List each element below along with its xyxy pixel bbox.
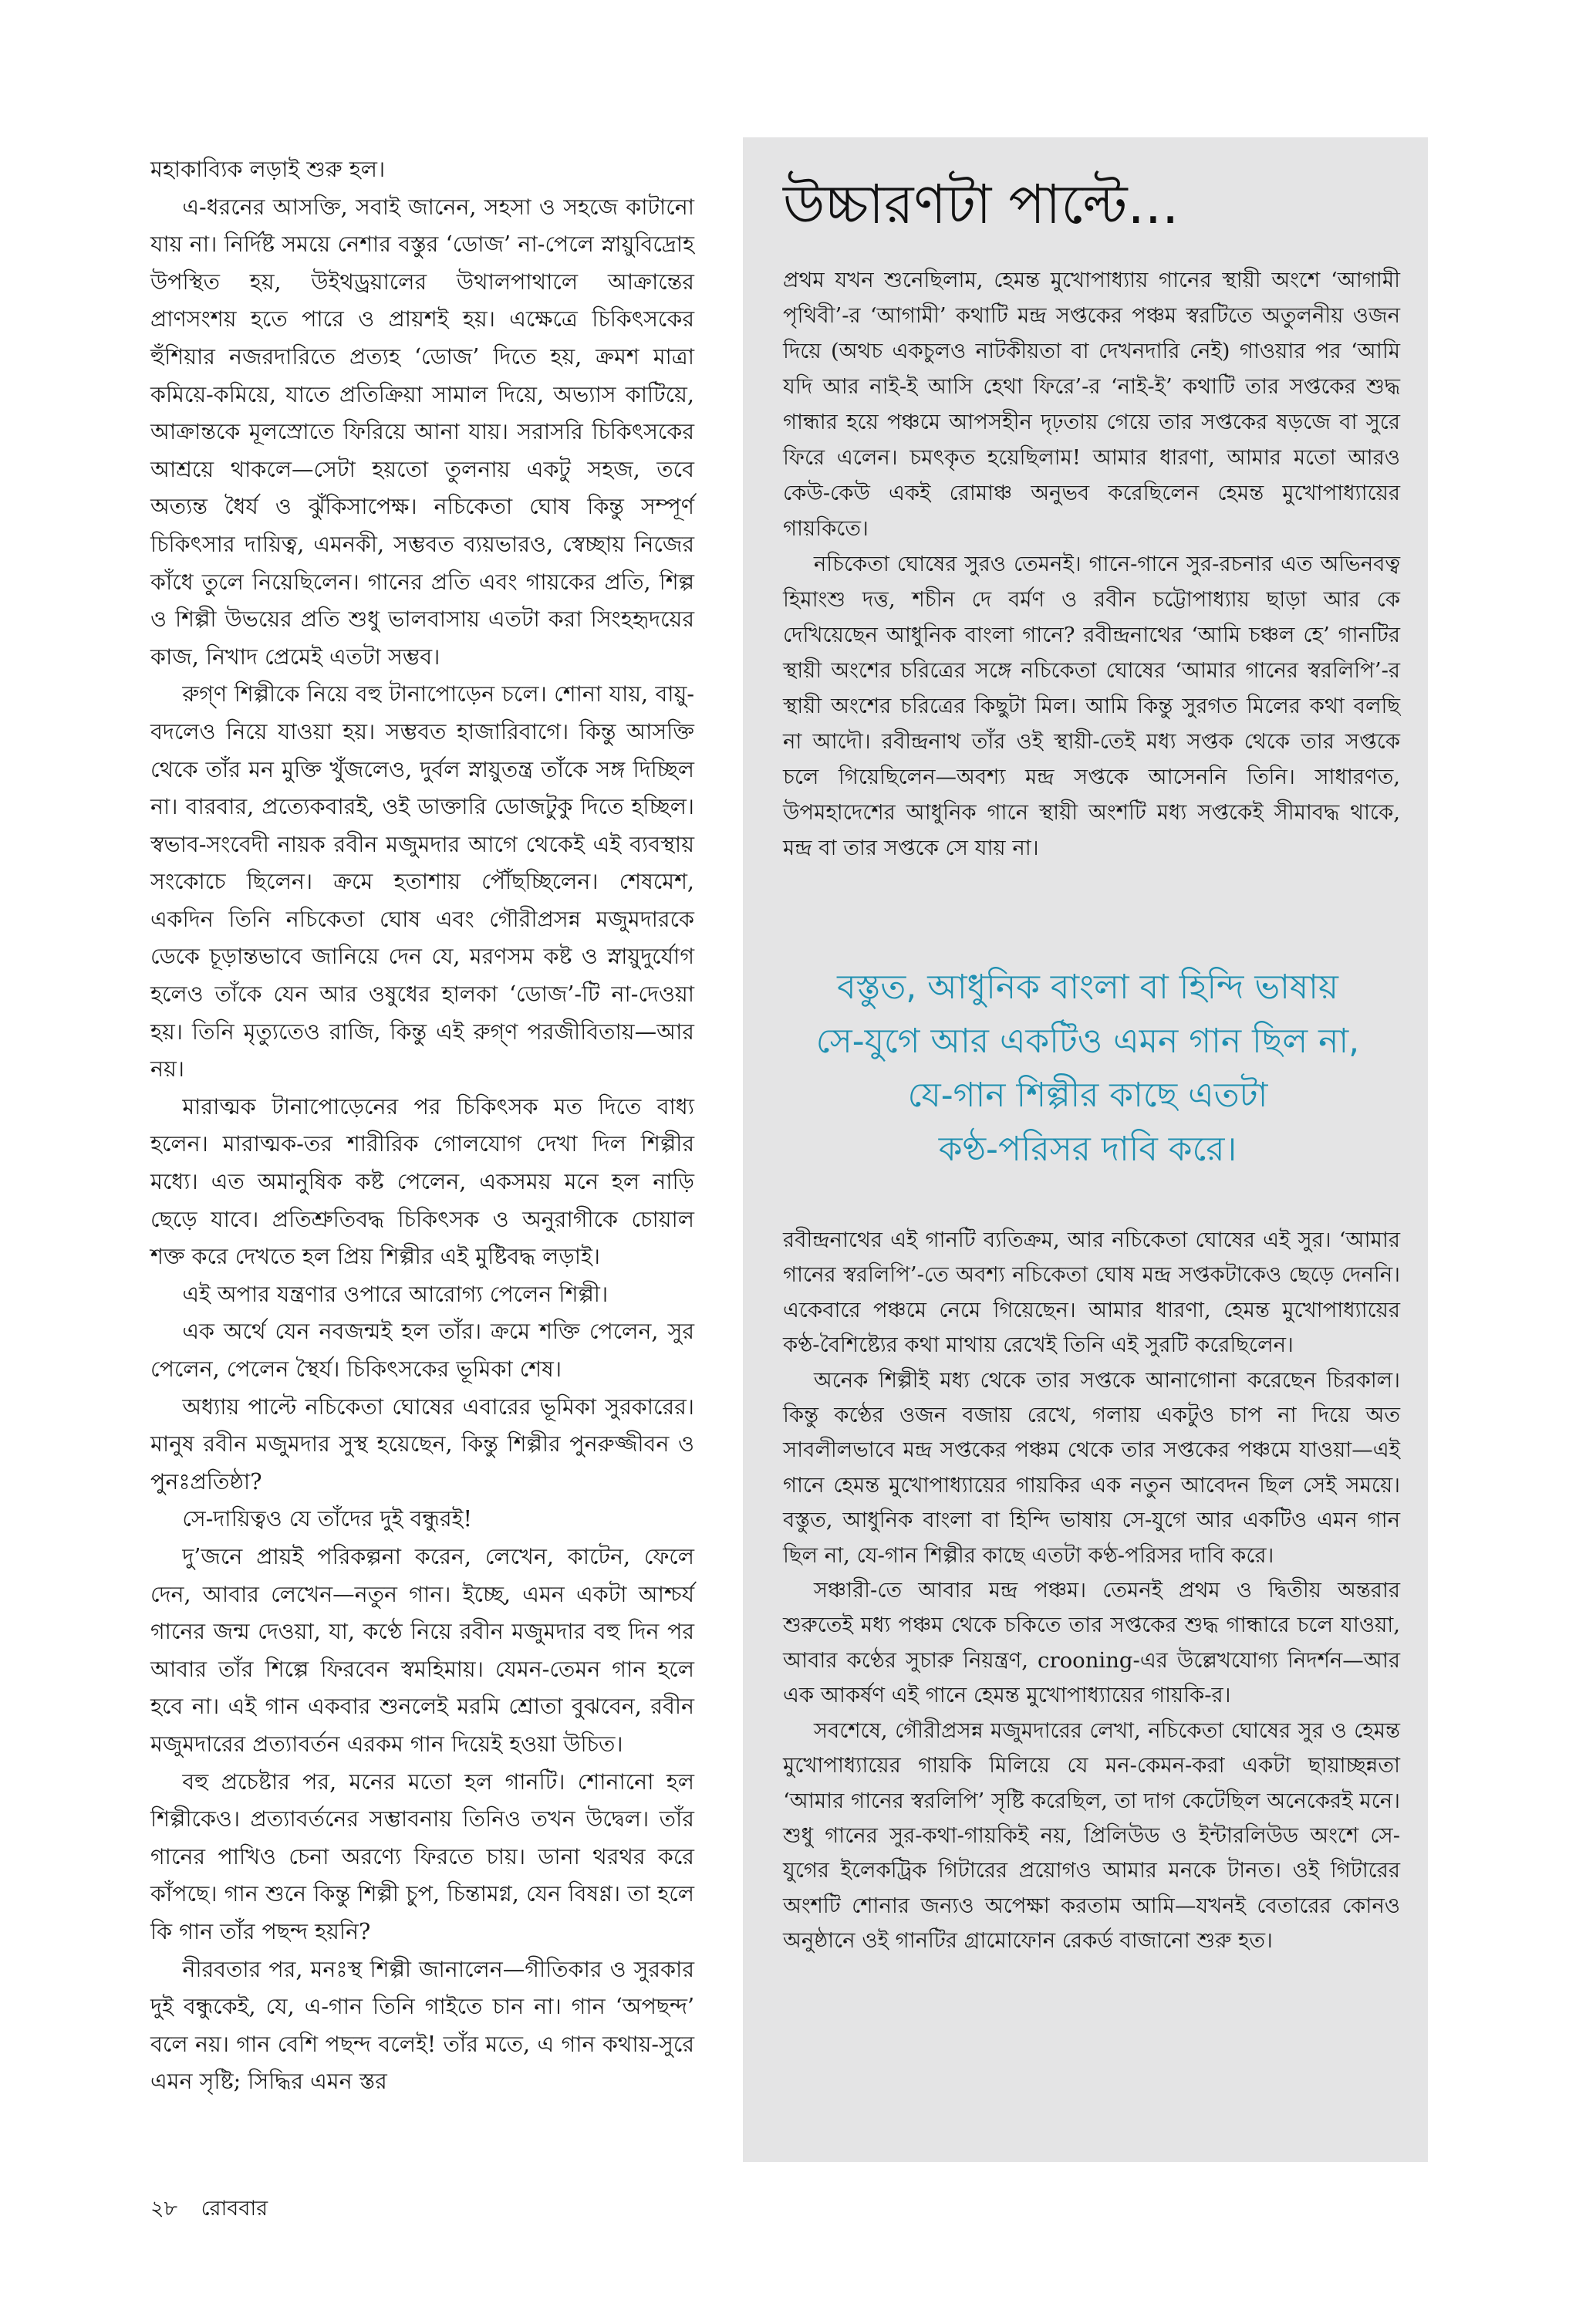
paragraph: এ-ধরনের আসক্তি, সবাই জানেন, সহসা ও সহজে কাটানো যায় না। নির্দিষ্ট সময়ে নেশার বস্তুর ‘ডোজ’ না-পেলে স্নায়ুবিদ্রোহ উপস্থিত হয়, উইথড্রয়ালের উথালপাথালে আক্রান্তের প্রাণসংশয় হতে পারে ও প্রায়শই হয়। এক্ষেত্রে চিকিৎসকের হুঁশিয়ার নজরদারিতে প্রত্যহ ‘ডোজ’ দিতে হয়, ক্রমশ মাত্রা কমিয়ে-কমিয়ে, যাতে প্রতিক্রিয়া সামাল দিয়ে, অভ্যাস কাটিয়ে, আক্রান্তকে মূলস্রোতে ফিরিয়ে আনা যায়। সরাসরি চিকিৎসকের আশ্রয়ে থাকলে—সেটা হয়তো তুলনায় একটু সহজ, তবে অত্যন্ত ধৈর্য ও ঝুঁকিসাপেক্ষ। নচিকেতা ঘোষ কিন্তু সম্পূর্ণ চিকিৎসার দায়িত্ব, এমনকী, সম্ভবত ব্যয়ভারও, স্বেচ্ছায় নিজের কাঁধে তুলে নিয়েছিলেন। গানের প্রতি এবং গায়কের প্রতি, শিল্প ও শিল্পী উভয়ের প্রতি শুধু ভালবাসায় এতটা করা সিংহহৃদয়ের কাজ, নিখাদ প্রেমেই এতটা সম্ভব। — [150, 194, 694, 670]
paragraph: দু’জনে প্রায়ই পরিকল্পনা করেন, লেখেন, কাটেন, ফেলে দেন, আবার লেখেন—নতুন গান। ইচ্ছে, এমন একটা আশ্চর্য গানের জন্ম দেওয়া, যা, কণ্ঠে নিয়ে রবীন মজুমদার বহু দিন পর আবার তাঁর শিল্পে ফিরবেন স্বমহিমায়। যেমন-তেমন গান হলে হবে না। এই গান একবার শুনলেই মরমি শ্রোতা বুঝবেন, রবীন মজুমদারের প্রত্যাবর্তন এরকম গান দিয়েই হওয়া উচিত। — [150, 1543, 694, 1757]
publication-name: রোববার — [201, 2197, 268, 2221]
paragraph: বহু প্রচেষ্টার পর, মনের মতো হল গানটি। শোনানো হল শিল্পীকেও। প্রত্যাবর্তনের সম্ভাবনায় তিনিও তখন উদ্বেল। তাঁর গানের পাখিও চেনা অরণ্যে ফিরতে চায়। ডানা থরথর করে কাঁপছে। গান শুনে কিন্তু শিল্পী চুপ, চিন্তামগ্ন, যেন বিষণ্ণ। তা হলে কি গান তাঁর পছন্দ হয়নি? — [150, 1768, 694, 1944]
pull-quote-line: সে-যুগে আর একটিও এমন গান ছিল না, — [815, 1022, 1360, 1061]
paragraph: অধ্যায় পাল্টে নচিকেতা ঘোষের এবারের ভূমিকা সুরকারের। মানুষ রবীন মজুমদার সুস্থ হয়েছেন, কিন্তু শিল্পীর পুনরুজ্জীবন ও পুনঃপ্রতিষ্ঠা? — [150, 1393, 694, 1495]
paragraph: মারাত্মক টানাপোড়েনের পর চিকিৎসক মত দিতে বাধ্য হলেন। মারাত্মক-তর শারীরিক গোলযোগ দেখা দিল শিল্পীর মধ্যে। এত অমানুষিক কষ্ট পেলেন, একসময় মনে হল নাড়ি ছেড়ে যাবে। প্রতিশ্রুতিবদ্ধ চিকিৎসক ও অনুরাগীকে চোয়াল শক্ত করে দেখতে হল প্রিয় শিল্পীর এই মুষ্টিবদ্ধ লড়াই। — [150, 1093, 694, 1270]
sidebar-paragraph: প্রথম যখন শুনেছিলাম, হেমন্ত মুখোপাধ্যায় গানের স্থায়ী অংশে ‘আগামী পৃথিবী’-র ‘আগামী’ কথাটি মন্দ্র সপ্তকের পঞ্চম স্বরটিতে অতুলনীয় ওজন দিয়ে (অথচ একচুলও নাটকীয়তা বা দেখনদারি নেই) গাওয়ার পর ‘আমি যদি আর নাই-ই আসি হেথা ফিরে’-র ‘নাই-ই’ কথাটি তার সপ্তকের শুদ্ধ গান্ধার হয়ে পঞ্চমে আপসহীন দৃঢ়তায় গেয়ে তার সপ্তকের ষড়জে বা সুরে ফিরে এলেন। চমৎকৃত হয়েছিলাম! আমার ধারণা, আমার মতো আরও কেউ-কেউ একই রোমাঞ্চ অনুভব করেছিলেন হেমন্ত মুখোপাধ্যায়ের গায়কিতে। — [783, 268, 1400, 541]
pull-quote — [771, 961, 1404, 1177]
sidebar-paragraph: রবীন্দ্রনাথের এই গানটি ব্যতিক্রম, আর নচিকেতা ঘোষের এই সুর। ‘আমার গানের স্বরলিপি’-তে অবশ্য নচিকেতা ঘোষ মন্দ্র সপ্তকটাকেও ছেড়ে দেননি। একেবারে পঞ্চমে নেমে গিয়েছেন। আমার ধারণা, হেমন্ত মুখোপাধ্যায়ের কণ্ঠ-বৈশিষ্ট্যের কথা মাথায় রেখেই তিনি এই সুরটি করেছিলেন। — [783, 1228, 1400, 1358]
sidebar-paragraph: সবশেষে, গৌরীপ্রসন্ন মজুমদারের লেখা, নচিকেতা ঘোষের সুর ও হেমন্ত মুখোপাধ্যায়ের গায়কি মিলিয়ে যে মন-কেমন-করা একটা ছায়াচ্ছন্নতা ‘আমার গানের স্বরলিপি’ সৃষ্টি করেছিল, তা দাগ কেটেছিল অনেকেরই মনে। শুধু গানের সুর-কথা-গায়কিই নয়, প্রিলিউড ও ইন্টারলিউড অংশে সে-যুগের ইলেকট্রিক গিটারের প্রয়োগও আমার মনকে টানত। ওই গিটারের অংশটি শোনার জন্যও অপেক্ষা করতাম আমি—যখনই বেতারের কোনও অনুষ্ঠানে ওই গানটির গ্রামোফোন রেকর্ড বাজানো শুরু হত। — [783, 1718, 1400, 1954]
sidebar-body-bottom — [783, 1223, 1400, 1959]
paragraph: রুগ্‌ণ শিল্পীকে নিয়ে বহু টানাপোড়েন চলে। শোনা যায়, বায়ু-বদলেও নিয়ে যাওয়া হয়। সম্ভবত হাজারিবাগে। কিন্তু আসক্তি থেকে তাঁর মন মুক্তি খুঁজলেও, দুর্বল স্নায়ুতন্ত্র তাঁকে সঙ্গ দিচ্ছিল না। বারবার, প্রত্যেকবারই, ওই ডাক্তারি ডোজটুকু দিতে হচ্ছিল। স্বভাব-সংবেদী নায়ক রবীন মজুমদার আগে থেকেই এই ব্যবস্থায় সংকোচে ছিলেন। ক্রমে হতাশায় পৌঁছচ্ছিলেন। শেষমেশ, একদিন তিনি নচিকেতা ঘোষ এবং গৌরীপ্রসন্ন মজুমদারকে ডেকে চূড়ান্তভাবে জানিয়ে দেন যে, মরণসম কষ্ট ও স্নায়ুদুর্যোগ হলেও তাঁকে যেন আর ওষুধের হালকা ‘ডোজ’-টি না-দেওয়া হয়। তিনি মৃত্যুতেও রাজি, কিন্তু এই রুগ্‌ণ পরজীবিতায়—আর নয়। — [150, 681, 694, 1083]
paragraph: নীরবতার পর, মনঃস্থ শিল্পী জানালেন—গীতিকার ও সুরকার দুই বন্ধুকেই, যে, এ-গান তিনি গাইতে চান না। গান ‘অপছন্দ’ বলে নয়। গান বেশি পছন্দ বলেই! তাঁর মতে, এ গান কথায়-সুরে এমন সৃষ্টি; সিদ্ধির এমন স্তর — [150, 1956, 694, 2095]
sidebar-body-top — [783, 262, 1400, 866]
paragraph: মহাকাব্যিক লড়াই শুরু হল। — [150, 157, 386, 182]
paragraph: এই অপার যন্ত্রণার ওপারে আরোগ্য পেলেন শিল্পী। — [182, 1281, 609, 1307]
sidebar-paragraph: অনেক শিল্পীই মধ্য থেকে তার সপ্তকে আনাগোনা করেছেন চিরকাল। কিন্তু কণ্ঠের ওজন বজায় রেখে, গলায় একটুও চাপ না দিয়ে অত সাবলীলভাবে মন্দ্র সপ্তকের পঞ্চম থেকে তার সপ্তকের পঞ্চমে যাওয়া—এই গানে হেমন্ত মুখোপাধ্যায়ের গায়কির এক নতুন আবেদন ছিল সেই সময়ে। বস্তুত, আধুনিক বাংলা বা হিন্দি ভাষায় সে-যুগে আর একটিও এমন গান ছিল না, যে-গান শিল্পীর কাছে এতটা কণ্ঠ-পরিসর দাবি করে। — [783, 1367, 1400, 1568]
pull-quote-line: বস্তুত, আধুনিক বাংলা বা হিন্দি ভাষায় — [837, 968, 1338, 1007]
sidebar-paragraph: সঞ্চারী-তে আবার মন্দ্র পঞ্চম। তেমনই প্রথম ও দ্বিতীয় অন্তরার শুরুতেই মধ্য পঞ্চম থেকে চকিতে তার সপ্তকের শুদ্ধ গান্ধারে চলে যাওয়া, আবার কণ্ঠের সুচারু নিয়ন্ত্রণ, crooning-এর উল্লেখযোগ্য নিদর্শন—আর এক আকর্ষণ এই গানে হেমন্ত মুখোপাধ্যায়ের গায়কি-র। — [783, 1578, 1400, 1708]
sidebar-paragraph: নচিকেতা ঘোষের সুরও তেমনই। গানে-গানে সুর-রচনার এত অভিনবত্ব হিমাংশু দত্ত, শচীন দে বর্মণ ও রবীন চট্টোপাধ্যায় ছাড়া আর কে দেখিয়েছেন আধুনিক বাংলা গানে? রবীন্দ্রনাথের ‘আমি চঞ্চল হে’ গানটির স্থায়ী অংশের চরিত্রের সঙ্গে নচিকেতা ঘোষের ‘আমার গানের স্বরলিপি’-র স্থায়ী অংশের চরিত্রের কিছুটা মিল। আমি কিন্তু সুরগত মিলের কথা বলছি না আদৌ। রবীন্দ্রনাথ তাঁর ওই স্থায়ী-তেই মধ্য সপ্তক থেকে তার সপ্তকে চলে গিয়েছিলেন—অবশ্য মন্দ্র সপ্তকে আসেননি তিনি। সাধারণত, উপমহাদেশের আধুনিক গানে স্থায়ী অংশটি মধ্য সপ্তকেই সীমাবদ্ধ থাকে, মন্দ্র বা তার সপ্তকে সে যায় না। — [783, 552, 1400, 860]
left-column — [150, 151, 694, 2157]
pull-quote-line: কণ্ঠ-পরিসর দাবি করে। — [938, 1130, 1237, 1169]
paragraph: এক অর্থে যেন নবজন্মই হল তাঁর। ক্রমে শক্তি পেলেন, সুর পেলেন, পেলেন স্থৈর্য। চিকিৎসকের ভূমিকা শেষ। — [150, 1319, 694, 1382]
page-number: ২৮ — [150, 2197, 178, 2221]
paragraph: সে-দায়িত্বও যে তাঁদের দুই বন্ধুরই! — [182, 1506, 472, 1532]
page-footer — [150, 2193, 268, 2228]
sidebar-title: উচ্চারণটা পাল্টে... — [783, 173, 1179, 236]
pull-quote-line: যে-গান শিল্পীর কাছে এতটা — [907, 1076, 1268, 1115]
